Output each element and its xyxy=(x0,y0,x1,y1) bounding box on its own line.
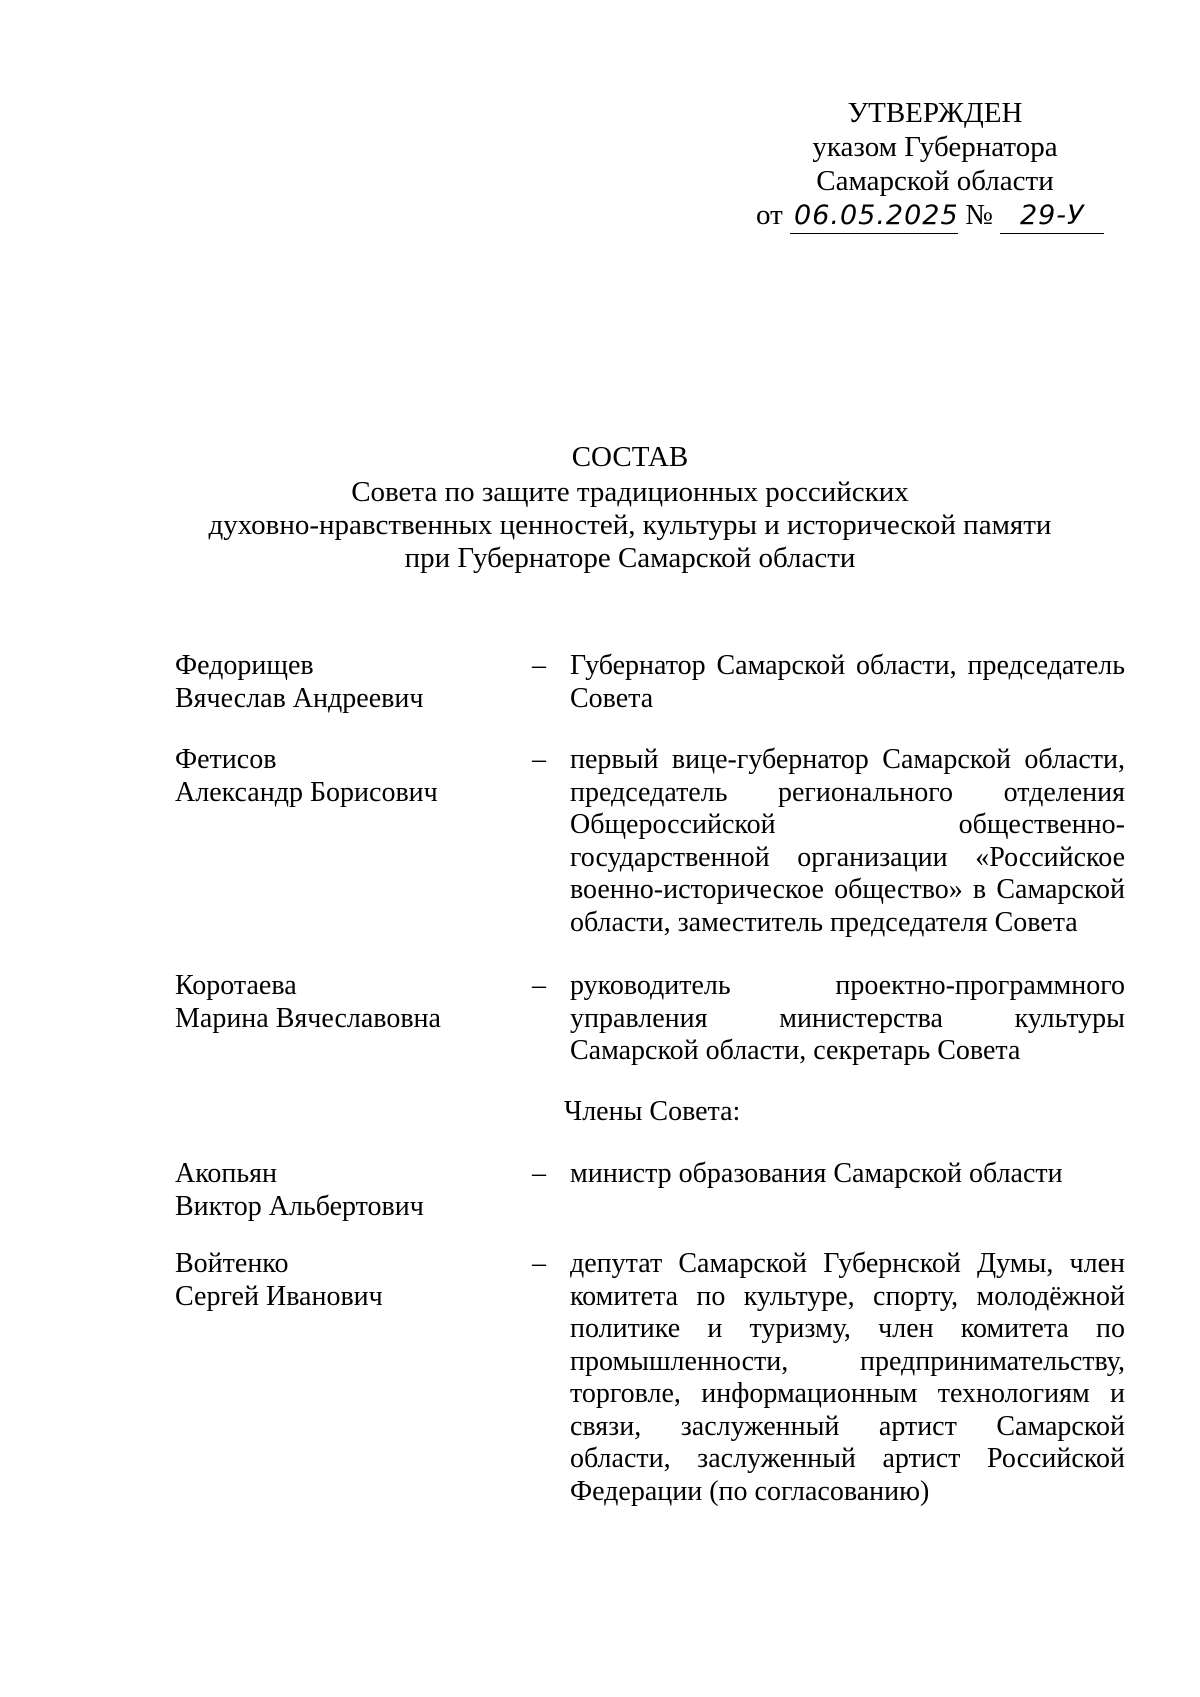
approval-block xyxy=(740,96,1130,234)
dash-separator: – xyxy=(532,970,546,1001)
member-given-name: Вячеслав Андреевич xyxy=(175,682,424,714)
member-given-name: Марина Вячеславовна xyxy=(175,1002,441,1034)
approval-status: УТВЕРЖДЕН xyxy=(847,97,1023,129)
member-surname: Акопьян xyxy=(175,1158,278,1189)
member-name xyxy=(175,970,515,1035)
member-surname: Фетисов xyxy=(175,744,277,775)
title-line-3: при Губернаторе Самарской области xyxy=(404,542,856,574)
member-name xyxy=(175,1158,515,1223)
member-name xyxy=(175,650,515,715)
handwritten-date: 06.05.2025 xyxy=(790,199,958,234)
member-role: Губернатор Самарской области, председатель Совета xyxy=(570,650,1125,714)
dash-separator: – xyxy=(532,1248,546,1279)
title-line-1: Совета по защите традиционных российских xyxy=(351,476,909,508)
member-role: первый вице-губернатор Самарской области, председатель регионального отделения Общероссийской общественно-государственной организации «Российское военно-историческое общество» в Самарской области, заместитель председателя Совета xyxy=(570,744,1125,938)
member-role: руководитель проектно-программного управления министерства культуры Самарской области, секретарь Совета xyxy=(570,970,1125,1066)
members-section-label: Члены Совета: xyxy=(564,1096,741,1127)
approval-region: Самарской области xyxy=(816,165,1054,197)
dash-separator: – xyxy=(532,1158,546,1189)
member-role: министр образования Самарской области xyxy=(570,1158,1063,1189)
title-heading: СОСТАВ xyxy=(571,441,689,473)
approval-date-line xyxy=(756,198,1130,234)
member-surname: Войтенко xyxy=(175,1248,289,1279)
approval-authority: указом Губернатора xyxy=(812,131,1058,163)
dash-separator: – xyxy=(532,744,546,775)
member-role: депутат Самарской Губернской Думы, член комитета по культуре, спорту, молодёжной политике и туризму, член комитета по промышленности, предпринимательству, торговле, информационным технологиям и связи, заслуженный артист Самарской области, заслуженный артист Российской Федерации (по согласованию) xyxy=(570,1248,1125,1507)
member-surname: Федорищев xyxy=(175,650,314,681)
member-given-name: Сергей Иванович xyxy=(175,1280,383,1312)
member-given-name: Виктор Альбертович xyxy=(175,1190,424,1222)
title-line-2: духовно-нравственных ценностей, культуры и исторической памяти xyxy=(208,509,1052,541)
member-name xyxy=(175,1248,515,1313)
member-surname: Коротаева xyxy=(175,970,297,1001)
date-prefix: от xyxy=(756,199,783,231)
dash-separator: – xyxy=(532,650,546,681)
number-sign: № xyxy=(965,199,993,231)
member-given-name: Александр Борисович xyxy=(175,776,438,808)
document-title xyxy=(170,441,1090,575)
member-name xyxy=(175,744,515,809)
handwritten-number: 29-У xyxy=(1000,199,1104,234)
